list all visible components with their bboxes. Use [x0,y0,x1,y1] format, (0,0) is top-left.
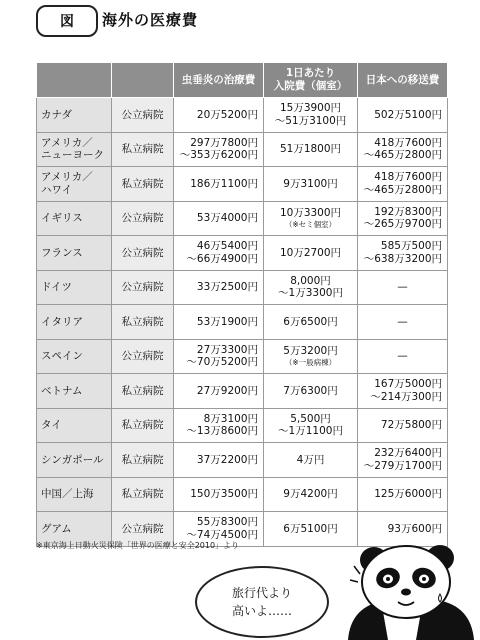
hospital-type-cell-text: 公立病院 [121,246,164,259]
daily-cost-cell [264,443,358,478]
daily-cost-cell-text: 4万円 [296,453,325,466]
speech-line-1: 旅行代より [231,586,292,600]
treatment-cost-cell-text: 55万8300円 〜74万4500円 [186,516,258,541]
table-row [37,408,448,443]
country-cell-text: スペイン [41,350,83,362]
country-cell [37,98,112,133]
hospital-type-cell-text: 私立病院 [121,419,164,431]
daily-cost-note: （※一般病棟） [284,357,337,367]
transport-cost-cell [358,270,448,305]
transport-cost-cell-text: 167万5000円 〜214万300円 [370,378,442,403]
transport-cost-cell-text: 502万5100円 [374,108,442,121]
treatment-cost-cell-text: 37万2200円 [196,453,258,466]
treatment-cost-cell [174,236,264,271]
hospital-type-cell [112,374,174,409]
hospital-type-cell-text: 公立病院 [121,522,164,535]
daily-cost-cell [264,408,358,443]
daily-cost-cell-text: 51万1800円 [279,143,342,155]
table-row [37,167,448,202]
country-cell-text: イタリア [41,315,83,328]
table-row [37,132,448,167]
daily-cost-note: （※セミ個室） [284,219,337,229]
treatment-cost-cell [174,98,264,133]
country-cell-text: シンガポール [41,453,104,466]
treatment-cost-cell-text: 8万3100円 〜13万8600円 [186,412,258,438]
treatment-cost-cell-text: 186万1100円 [190,177,258,190]
country-cell [37,236,112,271]
hospital-type-cell [112,201,174,236]
hospital-type-cell-text: 私立病院 [121,177,164,190]
treatment-cost-cell-text: 150万3500円 [190,488,258,500]
figure-label: 図 [36,5,98,37]
column-header [37,63,112,98]
daily-cost-cell-text: 5万3200円 [283,345,338,357]
column-header: 虫垂炎の治療費 [174,63,264,98]
treatment-cost-cell [174,270,264,305]
daily-cost-cell-text: 8,000円 〜1万3300円 [278,274,343,300]
hospital-type-cell [112,236,174,271]
hospital-type-cell [112,443,174,478]
country-cell-text: グアム [41,522,72,535]
treatment-cost-cell [174,477,264,512]
hospital-type-cell-text: 私立病院 [121,488,164,500]
transport-cost-cell [358,339,448,374]
transport-cost-cell [358,98,448,133]
daily-cost-cell-text: 10万2700円 [279,246,342,259]
column-header: 日本への移送費 [358,63,448,98]
table-body [37,98,448,547]
treatment-cost-cell-text: 297万7800円 〜353万6200円 [179,136,258,162]
treatment-cost-cell [174,132,264,167]
treatment-cost-cell [174,167,264,202]
hospital-type-cell-text: 私立病院 [121,384,164,397]
country-cell-text: アメリカ／ ハワイ [41,171,93,196]
daily-cost-cell-text: 7万6300円 [283,384,338,397]
transport-cost-cell [358,477,448,512]
daily-cost-cell [264,339,358,374]
hospital-type-cell [112,408,174,443]
country-cell [37,270,112,305]
country-cell [37,305,112,340]
transport-cost-cell-text: 418万7600円 〜465万2800円 [363,136,442,162]
daily-cost-cell-text: 5,500円 〜1万1100円 [278,412,343,438]
transport-cost-cell-text: — [397,315,408,328]
daily-cost-cell [264,167,358,202]
hospital-type-cell [112,132,174,167]
hospital-type-cell-text: 私立病院 [121,315,164,328]
transport-cost-cell [358,305,448,340]
table-header-row [37,63,448,98]
country-cell-text: 中国／上海 [41,488,94,500]
treatment-cost-cell [174,305,264,340]
country-cell-text: イギリス [41,212,83,224]
country-cell [37,167,112,202]
table-row [37,374,448,409]
transport-cost-cell-text: 93万600円 [387,522,442,535]
daily-cost-cell-text: 6万5100円 [283,522,338,535]
country-cell [37,374,112,409]
transport-cost-cell-text: 125万6000円 [374,488,442,500]
hospital-type-cell [112,305,174,340]
treatment-cost-cell-text: 27万3300円 〜70万5200円 [186,343,258,369]
transport-cost-cell-text: — [397,281,408,293]
country-cell [37,201,112,236]
hospital-type-cell [112,98,174,133]
transport-cost-cell-text: 418万7600円 〜465万2800円 [363,171,442,196]
hospital-type-cell-text: 公立病院 [121,212,164,224]
country-cell [37,408,112,443]
table-row [37,201,448,236]
hospital-type-cell [112,477,174,512]
table-row [37,270,448,305]
transport-cost-cell [358,236,448,271]
table-row [37,236,448,271]
table-row [37,477,448,512]
transport-cost-cell [358,201,448,236]
treatment-cost-cell-text: 27万9200円 [196,384,258,397]
hospital-type-cell [112,167,174,202]
country-cell [37,339,112,374]
transport-cost-cell-text: — [397,350,408,362]
table-row [37,339,448,374]
country-cell [37,443,112,478]
transport-cost-cell-text: 72万5800円 [380,419,442,431]
treatment-cost-cell [174,339,264,374]
table-row [37,305,448,340]
column-header [112,63,174,98]
transport-cost-cell-text: 585万500円 〜638万3200円 [363,240,442,265]
daily-cost-cell-text: 9万4200円 [283,488,338,500]
table-row [37,98,448,133]
daily-cost-cell [264,98,358,133]
country-cell [37,477,112,512]
speech-line-2: 高いよ…… [231,604,292,618]
hospital-type-cell-text: 私立病院 [121,453,164,466]
speech-bubble [195,566,329,638]
hospital-type-cell-text: 公立病院 [121,108,164,121]
treatment-cost-cell-text: 46万5400円 〜66万4900円 [186,240,258,265]
treatment-cost-cell [174,443,264,478]
hospital-type-cell [112,339,174,374]
country-cell-text: フランス [41,246,83,259]
country-cell-text: ドイツ [41,281,72,293]
transport-cost-cell [358,408,448,443]
country-cell [37,132,112,167]
country-cell-text: カナダ [41,108,72,121]
daily-cost-cell-text: 15万3900円 〜51万3100円 [274,102,347,127]
transport-cost-cell [358,132,448,167]
country-cell-text: アメリカ／ ニューヨーク [41,136,104,162]
treatment-cost-cell-text: 53万1900円 [196,315,258,328]
transport-cost-cell [358,167,448,202]
treatment-cost-cell [174,374,264,409]
transport-cost-cell [358,374,448,409]
panda-icon [330,536,480,640]
daily-cost-cell [264,270,358,305]
country-cell-text: ベトナム [41,384,83,397]
daily-cost-cell-text: 9万3100円 [283,177,338,190]
daily-cost-cell-text: 10万3300円 [279,207,342,219]
transport-cost-cell-text: 232万6400円 〜279万1700円 [363,447,442,472]
transport-cost-cell-text: 192万8300円 〜265万9700円 [363,205,442,231]
hospital-type-cell [112,270,174,305]
treatment-cost-cell-text: 20万5200円 [196,108,258,121]
treatment-cost-cell-text: 33万2500円 [196,281,258,293]
hospital-type-cell-text: 私立病院 [121,143,164,155]
daily-cost-cell [264,236,358,271]
column-header: 1日あたり 入院費（個室） [264,63,358,98]
country-cell-text: タイ [41,419,62,431]
hospital-type-cell-text: 公立病院 [121,350,164,362]
daily-cost-cell [264,132,358,167]
daily-cost-cell-text: 6万6500円 [283,315,338,328]
source-note: ※東京海上日動火災保険「世界の医療と安全2010」より [36,541,240,550]
figure-title: 海外の医療費 [102,11,199,29]
daily-cost-cell [264,477,358,512]
daily-cost-cell [264,201,358,236]
figure-header [36,5,456,41]
hospital-type-cell-text: 公立病院 [121,281,164,293]
medical-cost-table [36,62,448,547]
treatment-cost-cell [174,201,264,236]
treatment-cost-cell [174,408,264,443]
treatment-cost-cell-text: 53万4000円 [196,212,258,224]
transport-cost-cell [358,443,448,478]
table-row [37,443,448,478]
daily-cost-cell [264,374,358,409]
daily-cost-cell [264,305,358,340]
